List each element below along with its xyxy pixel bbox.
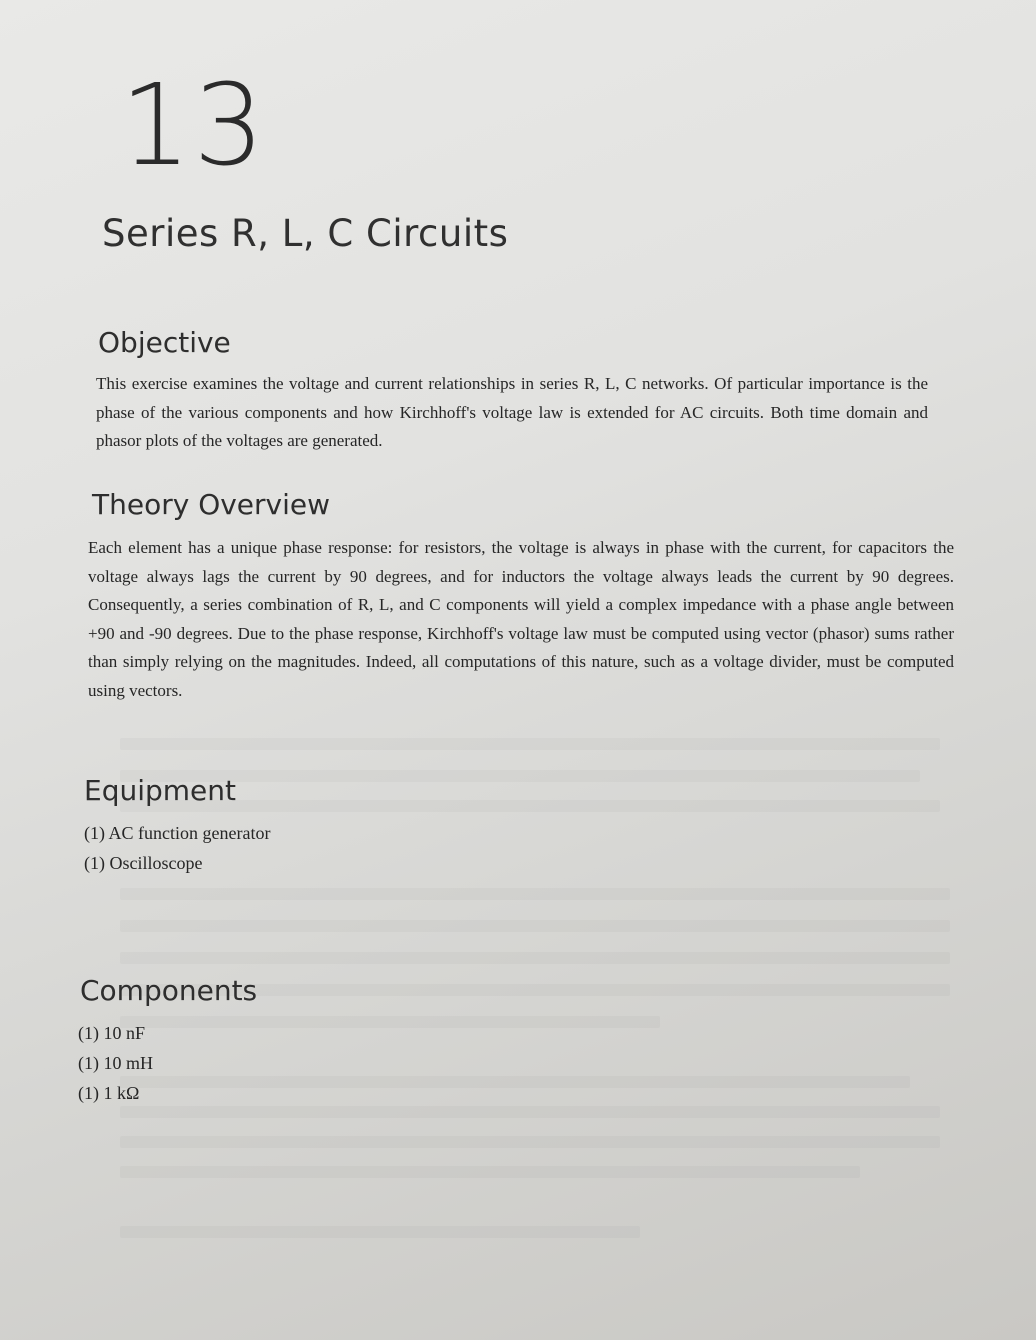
equipment-list — [84, 818, 270, 878]
chapter-title: Series R, L, C Circuits — [102, 212, 509, 255]
bleed-through-line — [120, 770, 920, 782]
objective-text: This exercise examines the voltage and current relationships in series R, L, C networks. Of particular importance is the phase of the various components and how Kirchhoff's voltage law is extended for AC circuits. Both time domain and phasor plots of the voltages are generated. — [96, 374, 928, 450]
bleed-through-line — [120, 1016, 660, 1028]
list-item: (1) Oscilloscope — [84, 853, 203, 873]
bleed-through-line — [120, 920, 950, 932]
objective-heading: Objective — [98, 326, 231, 359]
bleed-through-line — [120, 738, 940, 750]
bleed-through-line — [120, 800, 940, 812]
bleed-through-line — [120, 1076, 910, 1088]
bleed-through-line — [120, 1106, 940, 1118]
equipment-heading: Equipment — [84, 774, 236, 807]
bleed-through-line — [120, 888, 950, 900]
theory-heading: Theory Overview — [92, 488, 331, 521]
chapter-number: 13 — [120, 61, 267, 191]
list-item: (1) 10 nF — [78, 1023, 145, 1043]
components-list — [78, 1018, 153, 1108]
theory-text: Each element has a unique phase response: for resistors, the voltage is always in phase with the current, for capacitors the voltage always lags the current by 90 degrees, and for inductors the voltage always leads the current by 90 degrees. Consequently, a series combination of R, L, and C components will yield a complex impedance with a phase angle between +90 and -90 degrees. Due to the phase response, Kirchhoff's voltage law must be computed using vector (phasor) sums rather than simply relying on the magnitudes. Indeed, all computations of this nature, such as a voltage divider, must be computed using vectors. — [88, 538, 954, 700]
bleed-through-line — [120, 1226, 640, 1238]
list-item: (1) 1 kΩ — [78, 1083, 140, 1103]
bleed-through-line — [120, 1136, 940, 1148]
bleed-through-line — [120, 1166, 860, 1178]
list-item: (1) AC function generator — [84, 823, 271, 843]
components-heading: Components — [80, 974, 258, 1007]
bleed-through-line — [120, 952, 950, 964]
list-item: (1) 10 mH — [78, 1053, 153, 1073]
